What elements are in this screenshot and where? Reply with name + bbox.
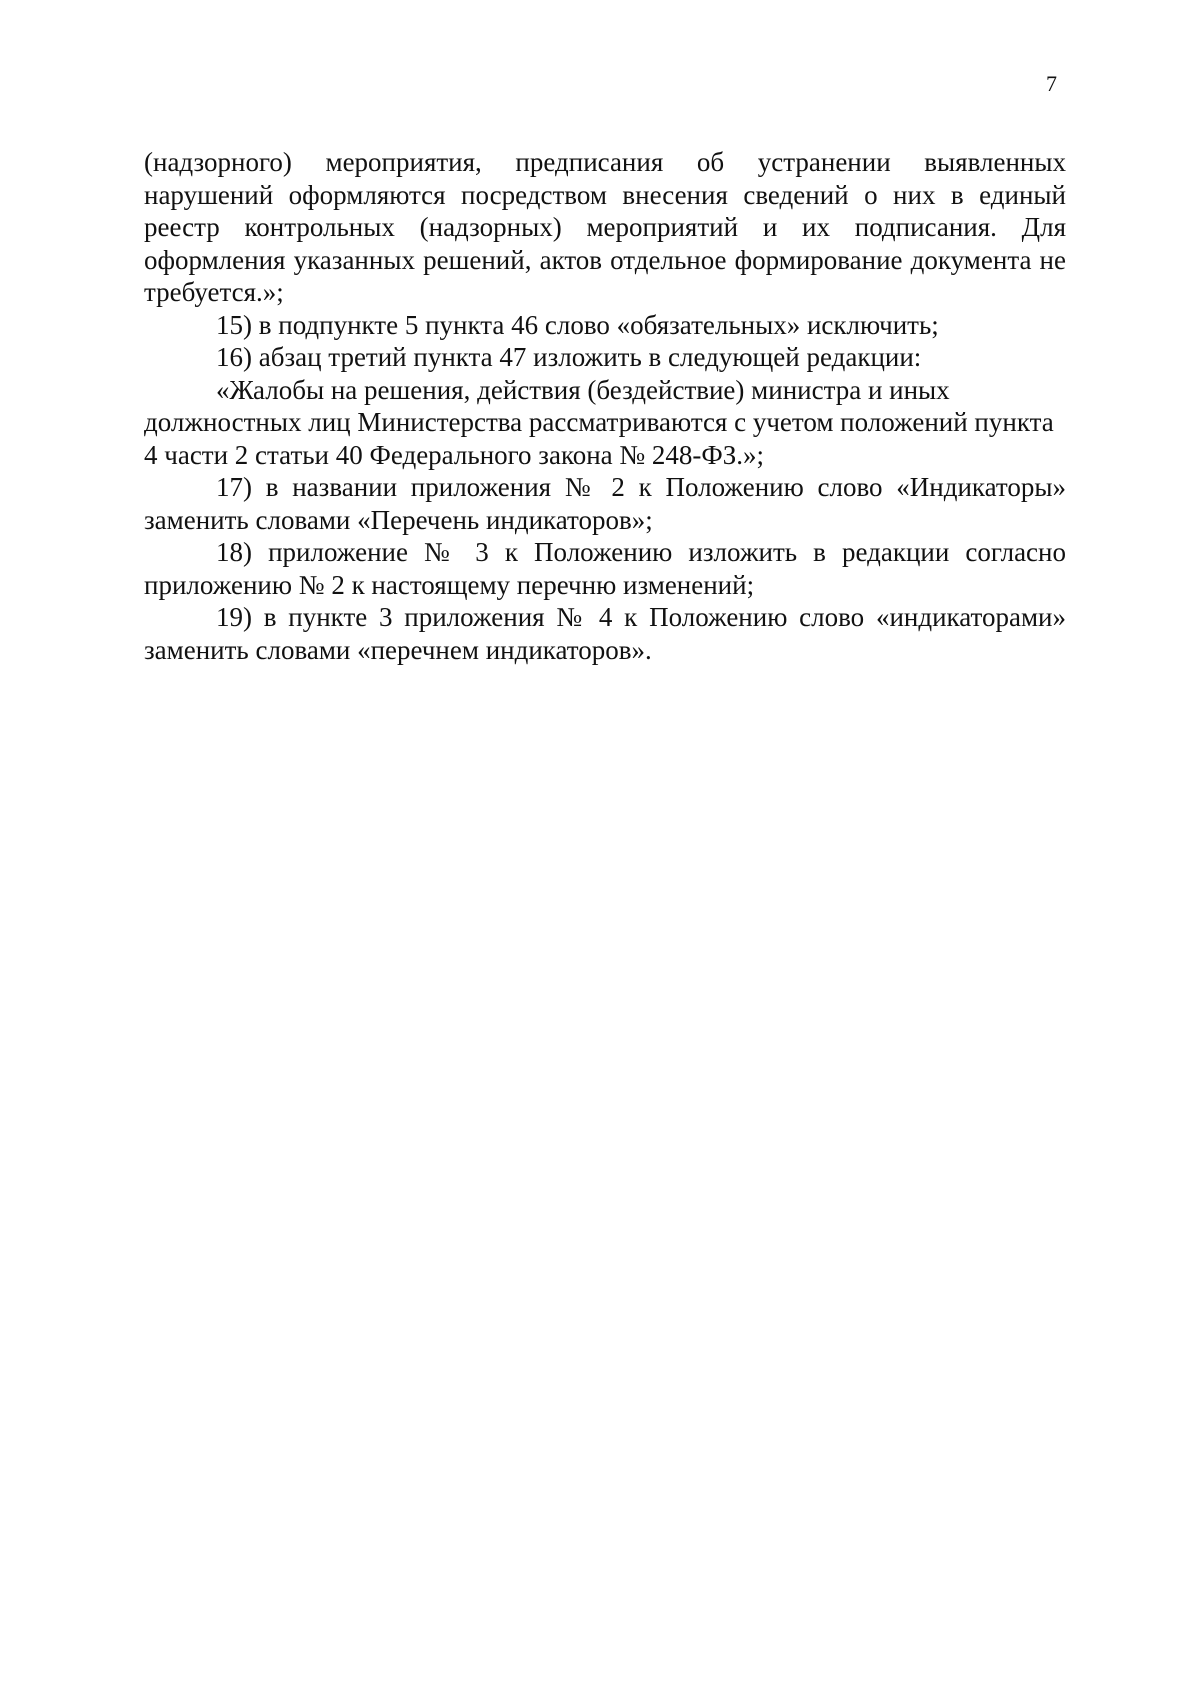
- paragraph-item-18: 18) приложение № 3 к Положению изложить в редакции согласно приложению № 2 к настоящему перечню изменений;: [144, 537, 1066, 600]
- paragraph-item-15: 15) в подпункте 5 пункта 46 слово «обязательных» исключить;: [216, 309, 939, 340]
- document-body: [144, 146, 1066, 666]
- paragraph-continuation: (надзорного) мероприятия, предписания об устранении выявленных нарушений оформляются посредством внесения сведений о них в единый реестр контрольных (надзорных) мероприятий и их подписания. Для оформления указанных решений, актов отдельное формирование документа не требуется.»;: [144, 147, 1066, 307]
- paragraph-quoted-text: «Жалобы на решения, действия (бездействие) министра и иных должностных лиц Министерства рассматриваются с учетом положений пункта 4 части 2 статьи 40 Федерального закона № 248-ФЗ.»;: [144, 374, 1054, 470]
- paragraph-item-19: 19) в пункте 3 приложения № 4 к Положению слово «индикаторами» заменить словами «перечнем индикаторов».: [144, 602, 1066, 665]
- paragraph-item-17: 17) в названии приложения № 2 к Положению слово «Индикаторы» заменить словами «Перечень индикаторов»;: [144, 472, 1066, 535]
- paragraph-item-16: 16) абзац третий пункта 47 изложить в следующей редакции:: [216, 342, 922, 372]
- page-number: 7: [1046, 71, 1057, 96]
